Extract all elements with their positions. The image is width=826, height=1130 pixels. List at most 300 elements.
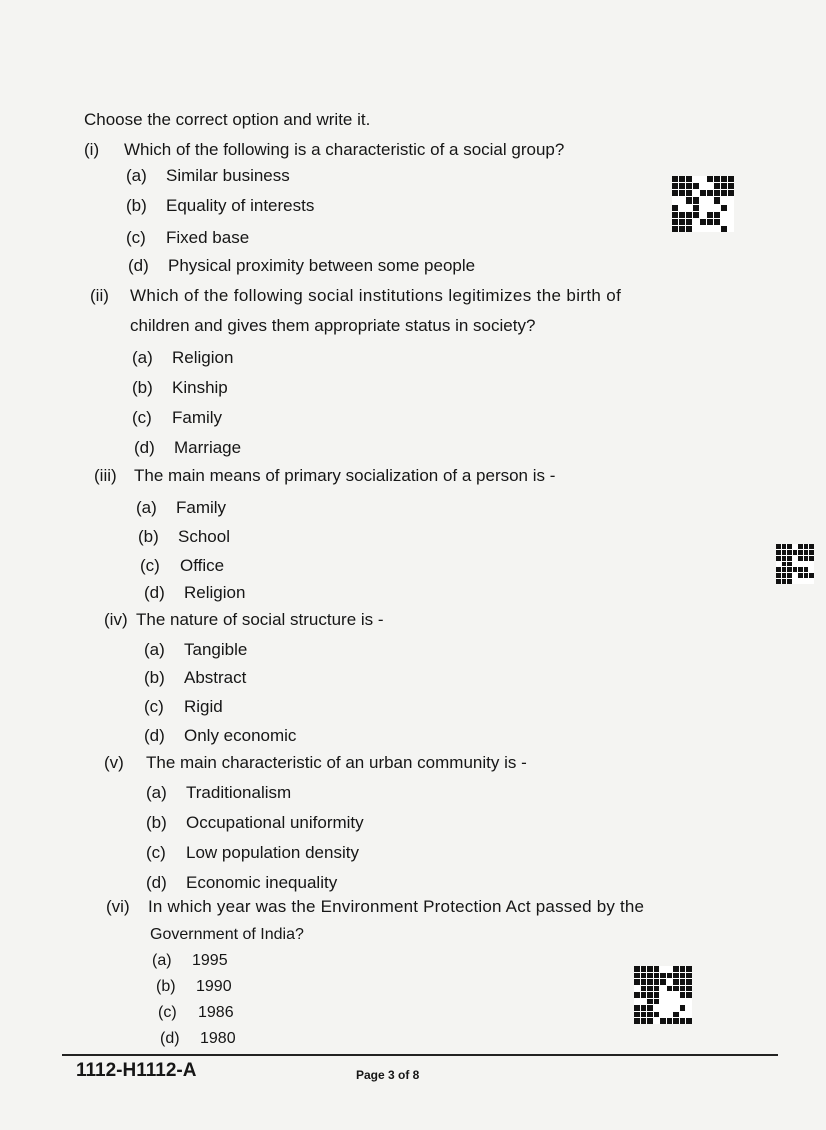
qr-module [787,579,792,584]
qr-module [707,176,713,182]
qr-module [728,212,734,218]
qr-module [728,176,734,182]
option-text: Tangible [184,640,248,659]
qr-module [679,197,685,203]
qr-module [686,219,692,225]
qr-module [686,183,692,189]
qr-module [667,979,673,985]
qr-module [804,567,809,572]
option-3b [138,527,230,547]
option-3d [144,583,245,603]
qr-module [673,979,679,985]
qr-module [672,176,678,182]
qr-module [672,183,678,189]
qr-module [686,1005,692,1011]
qr-module [776,579,781,584]
qr-module [793,556,798,561]
option-1b [126,196,314,216]
qr-module [721,226,727,232]
question-text: Which of the following is a characteristic of a social group? [124,140,565,159]
qr-module [693,212,699,218]
qr-module [700,212,706,218]
qr-module [782,573,787,578]
qr-module [714,190,720,196]
qr-module [660,1018,666,1024]
option-letter: (a) [136,498,157,517]
qr-module [700,183,706,189]
qr-module [707,219,713,225]
question-3 [94,466,555,486]
qr-module [686,197,692,203]
question-number: (i) [84,140,100,159]
option-text: Religion [172,348,234,367]
option-text: 1990 [196,978,232,995]
qr-module [707,197,713,203]
qr-module [660,992,666,998]
qr-module [728,226,734,232]
qr-module [660,1012,666,1018]
qr-module [679,226,685,232]
footer-divider [62,1054,778,1056]
option-letter: (c) [140,556,160,575]
qr-module [700,176,706,182]
qr-module [680,986,686,992]
qr-module [776,556,781,561]
qr-module [647,973,653,979]
qr-module [798,567,803,572]
qr-module [776,544,781,549]
option-letter: (d) [144,726,165,745]
option-5a [146,783,291,803]
option-text: Only economic [184,726,297,745]
question-5 [104,753,527,773]
qr-module [641,979,647,985]
page-number: Page 3 of 8 [356,1068,420,1082]
option-4a [144,640,247,660]
option-text: Equality of interests [166,196,315,215]
qr-module [654,973,660,979]
option-letter: (c) [144,697,164,716]
qr-module [654,992,660,998]
option-letter: (a) [126,166,147,185]
qr-module [728,197,734,203]
qr-module [776,562,781,567]
qr-module [660,966,666,972]
qr-module [693,226,699,232]
qr-module [714,176,720,182]
qr-module [686,999,692,1005]
qr-module [654,986,660,992]
qr-module [673,986,679,992]
qr-module [809,573,814,578]
option-text: Economic inequality [186,873,338,892]
qr-module [673,966,679,972]
qr-module [714,212,720,218]
qr-module [721,205,727,211]
option-letter: (a) [144,640,165,659]
qr-module [634,973,640,979]
qr-module [782,579,787,584]
qr-module [714,205,720,211]
qr-module [641,1005,647,1011]
option-letter: (d) [144,583,165,602]
qr-module [647,979,653,985]
qr-module [693,176,699,182]
qr-module [804,544,809,549]
option-1d [128,256,475,276]
instruction-text: Choose the correct option and write it. [84,110,371,129]
option-2b [132,378,228,398]
qr-module [680,992,686,998]
question-4 [104,610,384,630]
qr-module [693,219,699,225]
option-letter: (a) [146,783,167,802]
option-text: School [178,527,230,546]
qr-module [679,219,685,225]
qr-module [641,1012,647,1018]
option-text: Fixed base [166,228,250,247]
qr-module [721,212,727,218]
qr-module [654,1012,660,1018]
qr-module [647,986,653,992]
qr-module [686,966,692,972]
qr-module [693,183,699,189]
qr-module [647,966,653,972]
qr-module [679,183,685,189]
question-text: The main characteristic of an urban community is - [146,753,527,772]
qr-module [660,973,666,979]
qr-module [634,1018,640,1024]
qr-module [793,562,798,567]
option-letter: (a) [152,952,172,969]
option-text: Abstract [184,668,247,687]
qr-module [707,183,713,189]
question-text: In which year was the Environment Protection Act passed by the [148,897,645,916]
qr-module [782,544,787,549]
qr-module [672,205,678,211]
qr-module [804,556,809,561]
qr-module [634,966,640,972]
qr-module [809,579,814,584]
option-text: Religion [184,583,246,602]
option-text: Office [180,556,225,575]
option-text: Rigid [184,697,223,716]
qr-module [782,556,787,561]
option-text: 1980 [200,1030,236,1047]
option-4b [144,668,246,688]
qr-code-icon [776,544,814,584]
qr-module [641,973,647,979]
qr-module [672,226,678,232]
qr-module [804,579,809,584]
question-6 [106,897,644,917]
option-3c [140,556,224,576]
qr-module [680,973,686,979]
option-letter: (c) [146,843,166,862]
question-1 [84,140,564,160]
qr-module [634,1012,640,1018]
qr-module [804,550,809,555]
qr-module [686,226,692,232]
qr-module [686,212,692,218]
qr-module [660,986,666,992]
qr-module [686,973,692,979]
option-text: Physical proximity between some people [168,256,476,275]
qr-module [679,176,685,182]
option-text: 1986 [198,1004,234,1021]
option-letter: (d) [134,438,155,457]
option-2d [134,438,241,458]
question-text: The main means of primary socialization of a person is - [134,466,556,485]
qr-module [700,226,706,232]
qr-module [647,1012,653,1018]
option-letter: (d) [146,873,167,892]
qr-module [809,567,814,572]
qr-module [787,544,792,549]
qr-module [804,573,809,578]
question-6-line-2: Government of India? [150,926,304,943]
qr-module [686,176,692,182]
qr-module [672,212,678,218]
qr-module [686,992,692,998]
qr-module [686,190,692,196]
option-letter: (b) [126,196,147,215]
qr-module [809,550,814,555]
qr-module [809,556,814,561]
option-6b [156,978,232,996]
qr-module [721,219,727,225]
option-1a [126,166,290,186]
qr-module [721,176,727,182]
qr-module [787,573,792,578]
qr-module [721,197,727,203]
option-5b [146,813,364,833]
qr-module [654,966,660,972]
qr-module [672,197,678,203]
qr-module [680,1018,686,1024]
option-5d [146,873,337,893]
option-text: Traditionalism [186,783,292,802]
qr-module [673,1005,679,1011]
qr-module [776,550,781,555]
option-text: 1995 [192,952,228,969]
qr-module [680,979,686,985]
qr-module [660,979,666,985]
option-2c [132,408,222,428]
qr-module [714,183,720,189]
qr-module [721,190,727,196]
question-number: (ii) [90,286,109,305]
option-text: Family [172,408,223,427]
qr-module [634,986,640,992]
option-letter: (b) [156,978,176,995]
qr-module [641,999,647,1005]
qr-module [787,556,792,561]
qr-module [700,219,706,225]
qr-module [673,973,679,979]
question-number: (iii) [94,466,117,485]
qr-module [680,1012,686,1018]
qr-module [641,986,647,992]
qr-module [654,1005,660,1011]
qr-module [679,212,685,218]
qr-module [776,573,781,578]
question-text: The nature of social structure is - [136,610,384,629]
option-letter: (c) [132,408,152,427]
qr-module [793,579,798,584]
qr-module [634,1005,640,1011]
qr-module [680,966,686,972]
question-2 [90,286,621,306]
qr-code-icon [672,176,734,232]
qr-module [700,205,706,211]
qr-module [634,999,640,1005]
qr-module [728,205,734,211]
qr-module [728,183,734,189]
qr-module [782,562,787,567]
qr-module [798,556,803,561]
qr-module [686,1018,692,1024]
qr-module [798,562,803,567]
qr-module [714,197,720,203]
qr-module [714,219,720,225]
qr-module [647,1018,653,1024]
option-6d [160,1030,236,1048]
qr-module [809,562,814,567]
qr-module [686,986,692,992]
option-6a [152,952,228,970]
option-letter: (b) [138,527,159,546]
qr-module [804,562,809,567]
option-letter: (a) [132,348,153,367]
qr-module [679,205,685,211]
qr-module [798,579,803,584]
option-letter: (d) [160,1030,180,1047]
qr-module [793,544,798,549]
question-number: (vi) [106,897,130,916]
qr-module [667,992,673,998]
qr-module [660,1005,666,1011]
qr-module [793,567,798,572]
question-number: (iv) [104,610,128,629]
qr-module [793,573,798,578]
qr-module [707,226,713,232]
qr-module [634,992,640,998]
qr-module [693,190,699,196]
qr-module [809,544,814,549]
qr-module [680,1005,686,1011]
qr-module [673,1018,679,1024]
qr-module [647,999,653,1005]
qr-module [667,1005,673,1011]
option-text: Marriage [174,438,242,457]
qr-module [714,226,720,232]
qr-module [787,562,792,567]
qr-module [707,212,713,218]
qr-module [641,966,647,972]
qr-module [679,190,685,196]
qr-module [667,1012,673,1018]
question-2-line-2: children and gives them appropriate status in society? [130,316,536,335]
qr-module [728,219,734,225]
qr-module [673,1012,679,1018]
option-letter: (d) [128,256,149,275]
qr-module [647,992,653,998]
qr-module [654,999,660,1005]
option-text: Kinship [172,378,228,397]
option-letter: (c) [158,1004,177,1021]
qr-module [707,205,713,211]
qr-module [667,966,673,972]
qr-module [728,190,734,196]
qr-module [667,1018,673,1024]
option-text: Low population density [186,843,359,862]
option-letter: (c) [126,228,146,247]
qr-module [776,567,781,572]
qr-module [686,205,692,211]
qr-module [647,1005,653,1011]
qr-module [673,999,679,1005]
qr-module [660,999,666,1005]
question-text: Which of the following social institutions legitimizes the birth of [130,286,622,305]
qr-module [641,1018,647,1024]
qr-module [680,999,686,1005]
qr-module [693,197,699,203]
qr-module [686,1012,692,1018]
option-text: Occupational uniformity [186,813,364,832]
qr-module [672,190,678,196]
qr-module [793,550,798,555]
option-2a [132,348,233,368]
qr-module [782,550,787,555]
qr-module [693,205,699,211]
qr-module [686,979,692,985]
qr-module [673,992,679,998]
option-text: Similar business [166,166,290,185]
option-text: Family [176,498,227,517]
option-letter: (b) [146,813,167,832]
qr-module [700,190,706,196]
option-6c [158,1004,234,1022]
qr-module [721,183,727,189]
option-4d [144,726,296,746]
option-3a [136,498,226,518]
option-letter: (b) [144,668,165,687]
qr-module [787,567,792,572]
qr-module [672,219,678,225]
qr-module [798,550,803,555]
qr-module [654,1018,660,1024]
qr-module [787,550,792,555]
qr-module [782,567,787,572]
qr-module [654,979,660,985]
option-1c [126,228,249,248]
qr-module [641,992,647,998]
qr-module [667,986,673,992]
qr-module [707,190,713,196]
qr-module [634,979,640,985]
option-5c [146,843,359,863]
qr-module [798,573,803,578]
option-letter: (b) [132,378,153,397]
qr-module [667,999,673,1005]
option-4c [144,697,223,717]
question-number: (v) [104,753,124,772]
qr-module [667,973,673,979]
paper-code: 1112-H1112-A [76,1060,197,1081]
qr-module [798,544,803,549]
qr-module [700,197,706,203]
